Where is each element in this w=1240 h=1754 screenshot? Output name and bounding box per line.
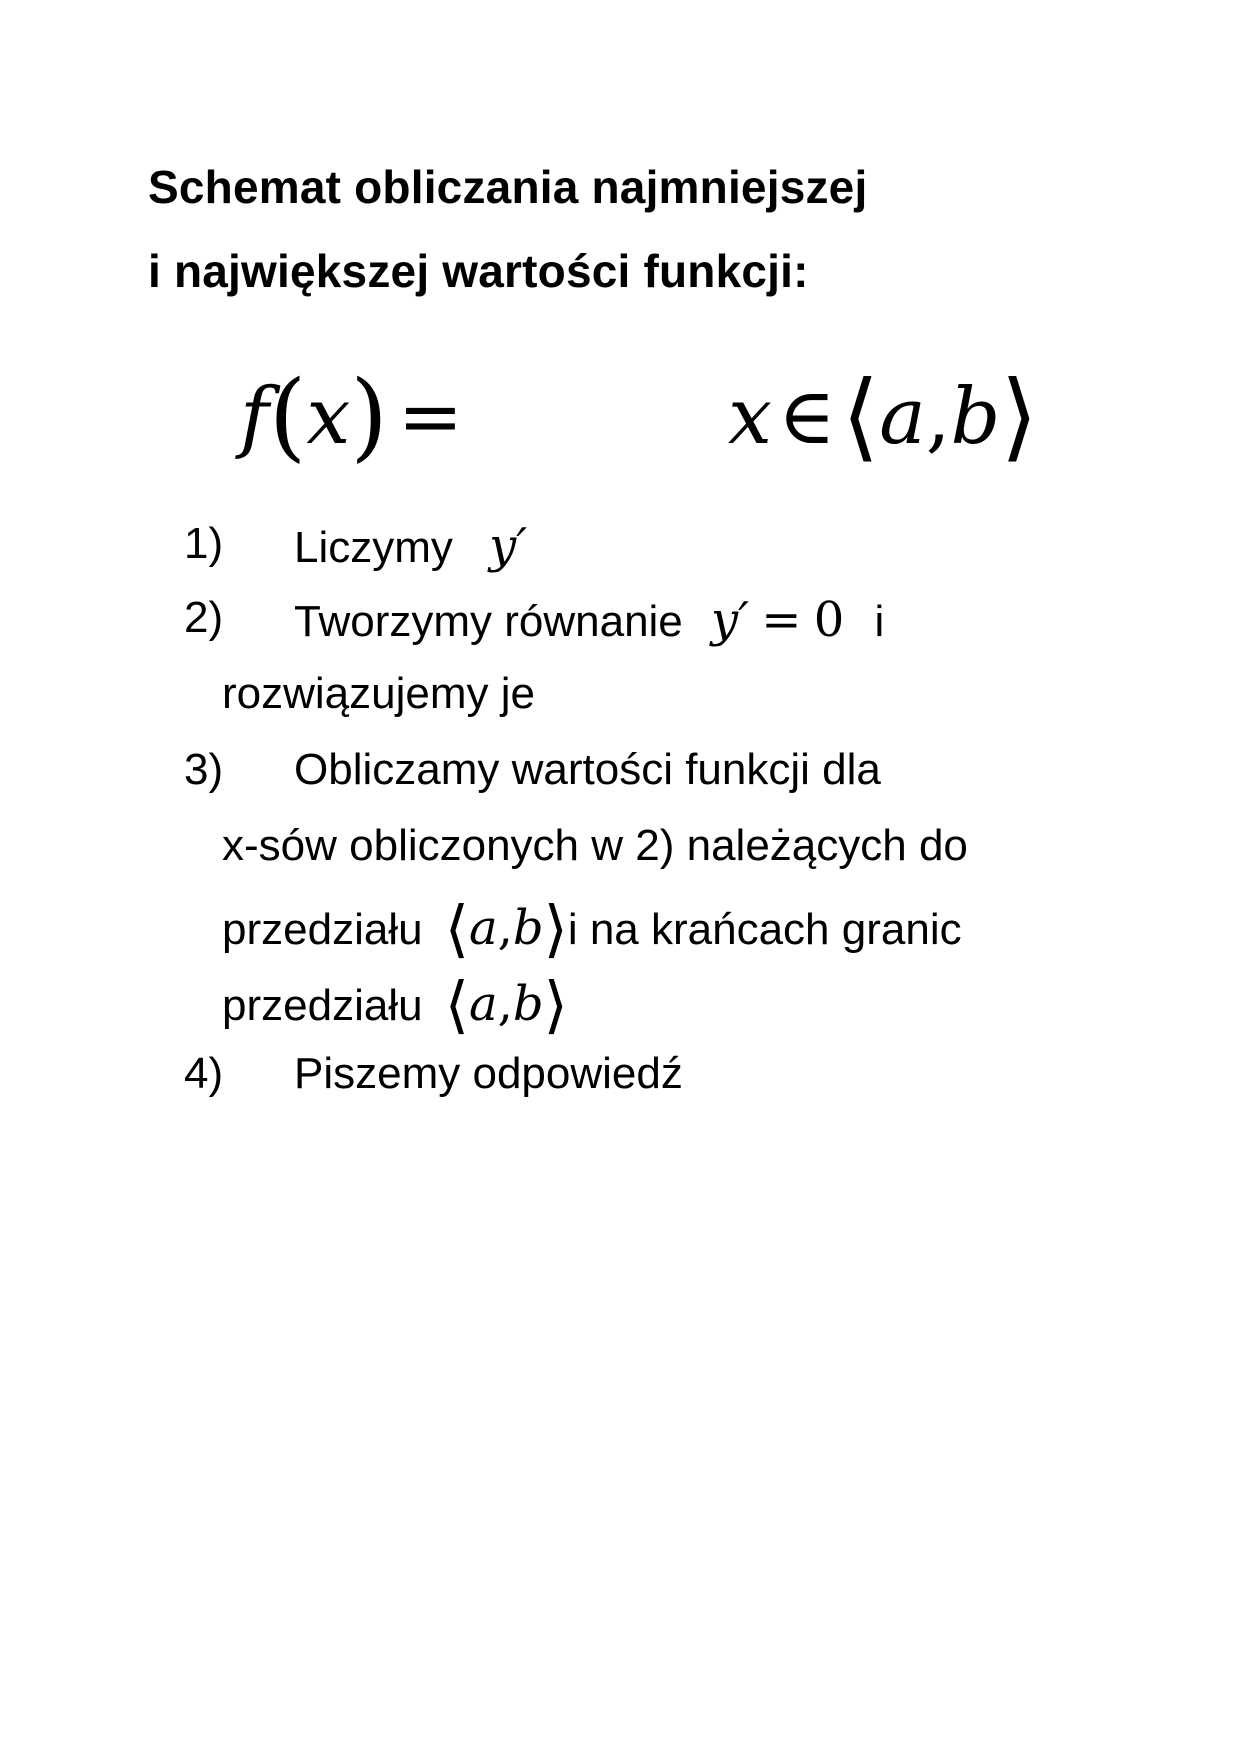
step-2-label: Tworzymy równanie xyxy=(294,597,683,646)
step-3-interval-label-2: przedziału xyxy=(222,981,423,1030)
step-1-label: Liczymy xyxy=(294,523,453,572)
step-1-derivative: y′ xyxy=(489,518,528,574)
step-2-number: 2) xyxy=(184,593,224,642)
step-3-right-angle-2: ⟩ xyxy=(543,968,568,1041)
left-paren: ( xyxy=(268,360,307,472)
step-3-endpoints-text: i na krańcach granic xyxy=(567,905,962,954)
interval-start: a xyxy=(879,372,926,462)
interval-comma: , xyxy=(925,372,951,462)
step-3-right-angle: ⟩ xyxy=(543,892,568,965)
right-angle-bracket: ⟩ xyxy=(1000,360,1038,472)
interval-end: b xyxy=(950,372,1001,462)
function-symbol: f xyxy=(240,372,269,462)
domain-variable: x xyxy=(728,372,772,462)
step-3-line-2: x-sów obliczonych w 2) należących do xyxy=(222,821,968,870)
step-3-interval-end: b xyxy=(512,900,544,956)
step-2-zero: 0 xyxy=(813,592,845,648)
step-3-interval-start: a xyxy=(469,900,498,956)
step-2-equals: = xyxy=(761,592,802,648)
domain-definition xyxy=(728,360,1038,472)
step-1-text xyxy=(294,518,528,574)
step-4-text: Piszemy odpowiedź xyxy=(294,1049,683,1098)
step-2-continuation: rozwiązujemy je xyxy=(222,669,535,718)
step-3-interval-label: przedziału xyxy=(222,905,423,954)
step-3-left-angle: ⟨ xyxy=(444,892,469,965)
step-3-line-3 xyxy=(222,892,962,965)
element-of-symbol: ∈ xyxy=(778,372,836,462)
page-title-line-2: i największej wartości funkcji: xyxy=(148,245,809,297)
step-3-number: 3) xyxy=(184,745,224,794)
page-title-line-1: Schemat obliczania najmniejszej xyxy=(148,161,868,213)
step-4-number: 4) xyxy=(184,1049,224,1098)
step-3-line-4 xyxy=(222,968,568,1041)
function-variable: x xyxy=(306,372,351,462)
step-2-conjunction: i xyxy=(874,597,885,646)
step-1-number: 1) xyxy=(184,519,224,568)
function-definition xyxy=(240,360,464,472)
step-3-interval-start-2: a xyxy=(469,976,498,1032)
step-3-line-1: Obliczamy wartości funkcji dla xyxy=(294,745,881,794)
step-3-interval-comma-2: , xyxy=(497,976,513,1032)
step-3-left-angle-2: ⟨ xyxy=(444,968,469,1041)
step-2-text xyxy=(294,592,885,648)
left-angle-bracket: ⟨ xyxy=(841,360,880,472)
equals-sign: = xyxy=(397,372,464,462)
right-paren: ) xyxy=(350,360,388,472)
step-3-interval-end-2: b xyxy=(512,976,544,1032)
step-3-interval-comma: , xyxy=(497,900,513,956)
step-2-derivative: y′ xyxy=(711,592,750,648)
